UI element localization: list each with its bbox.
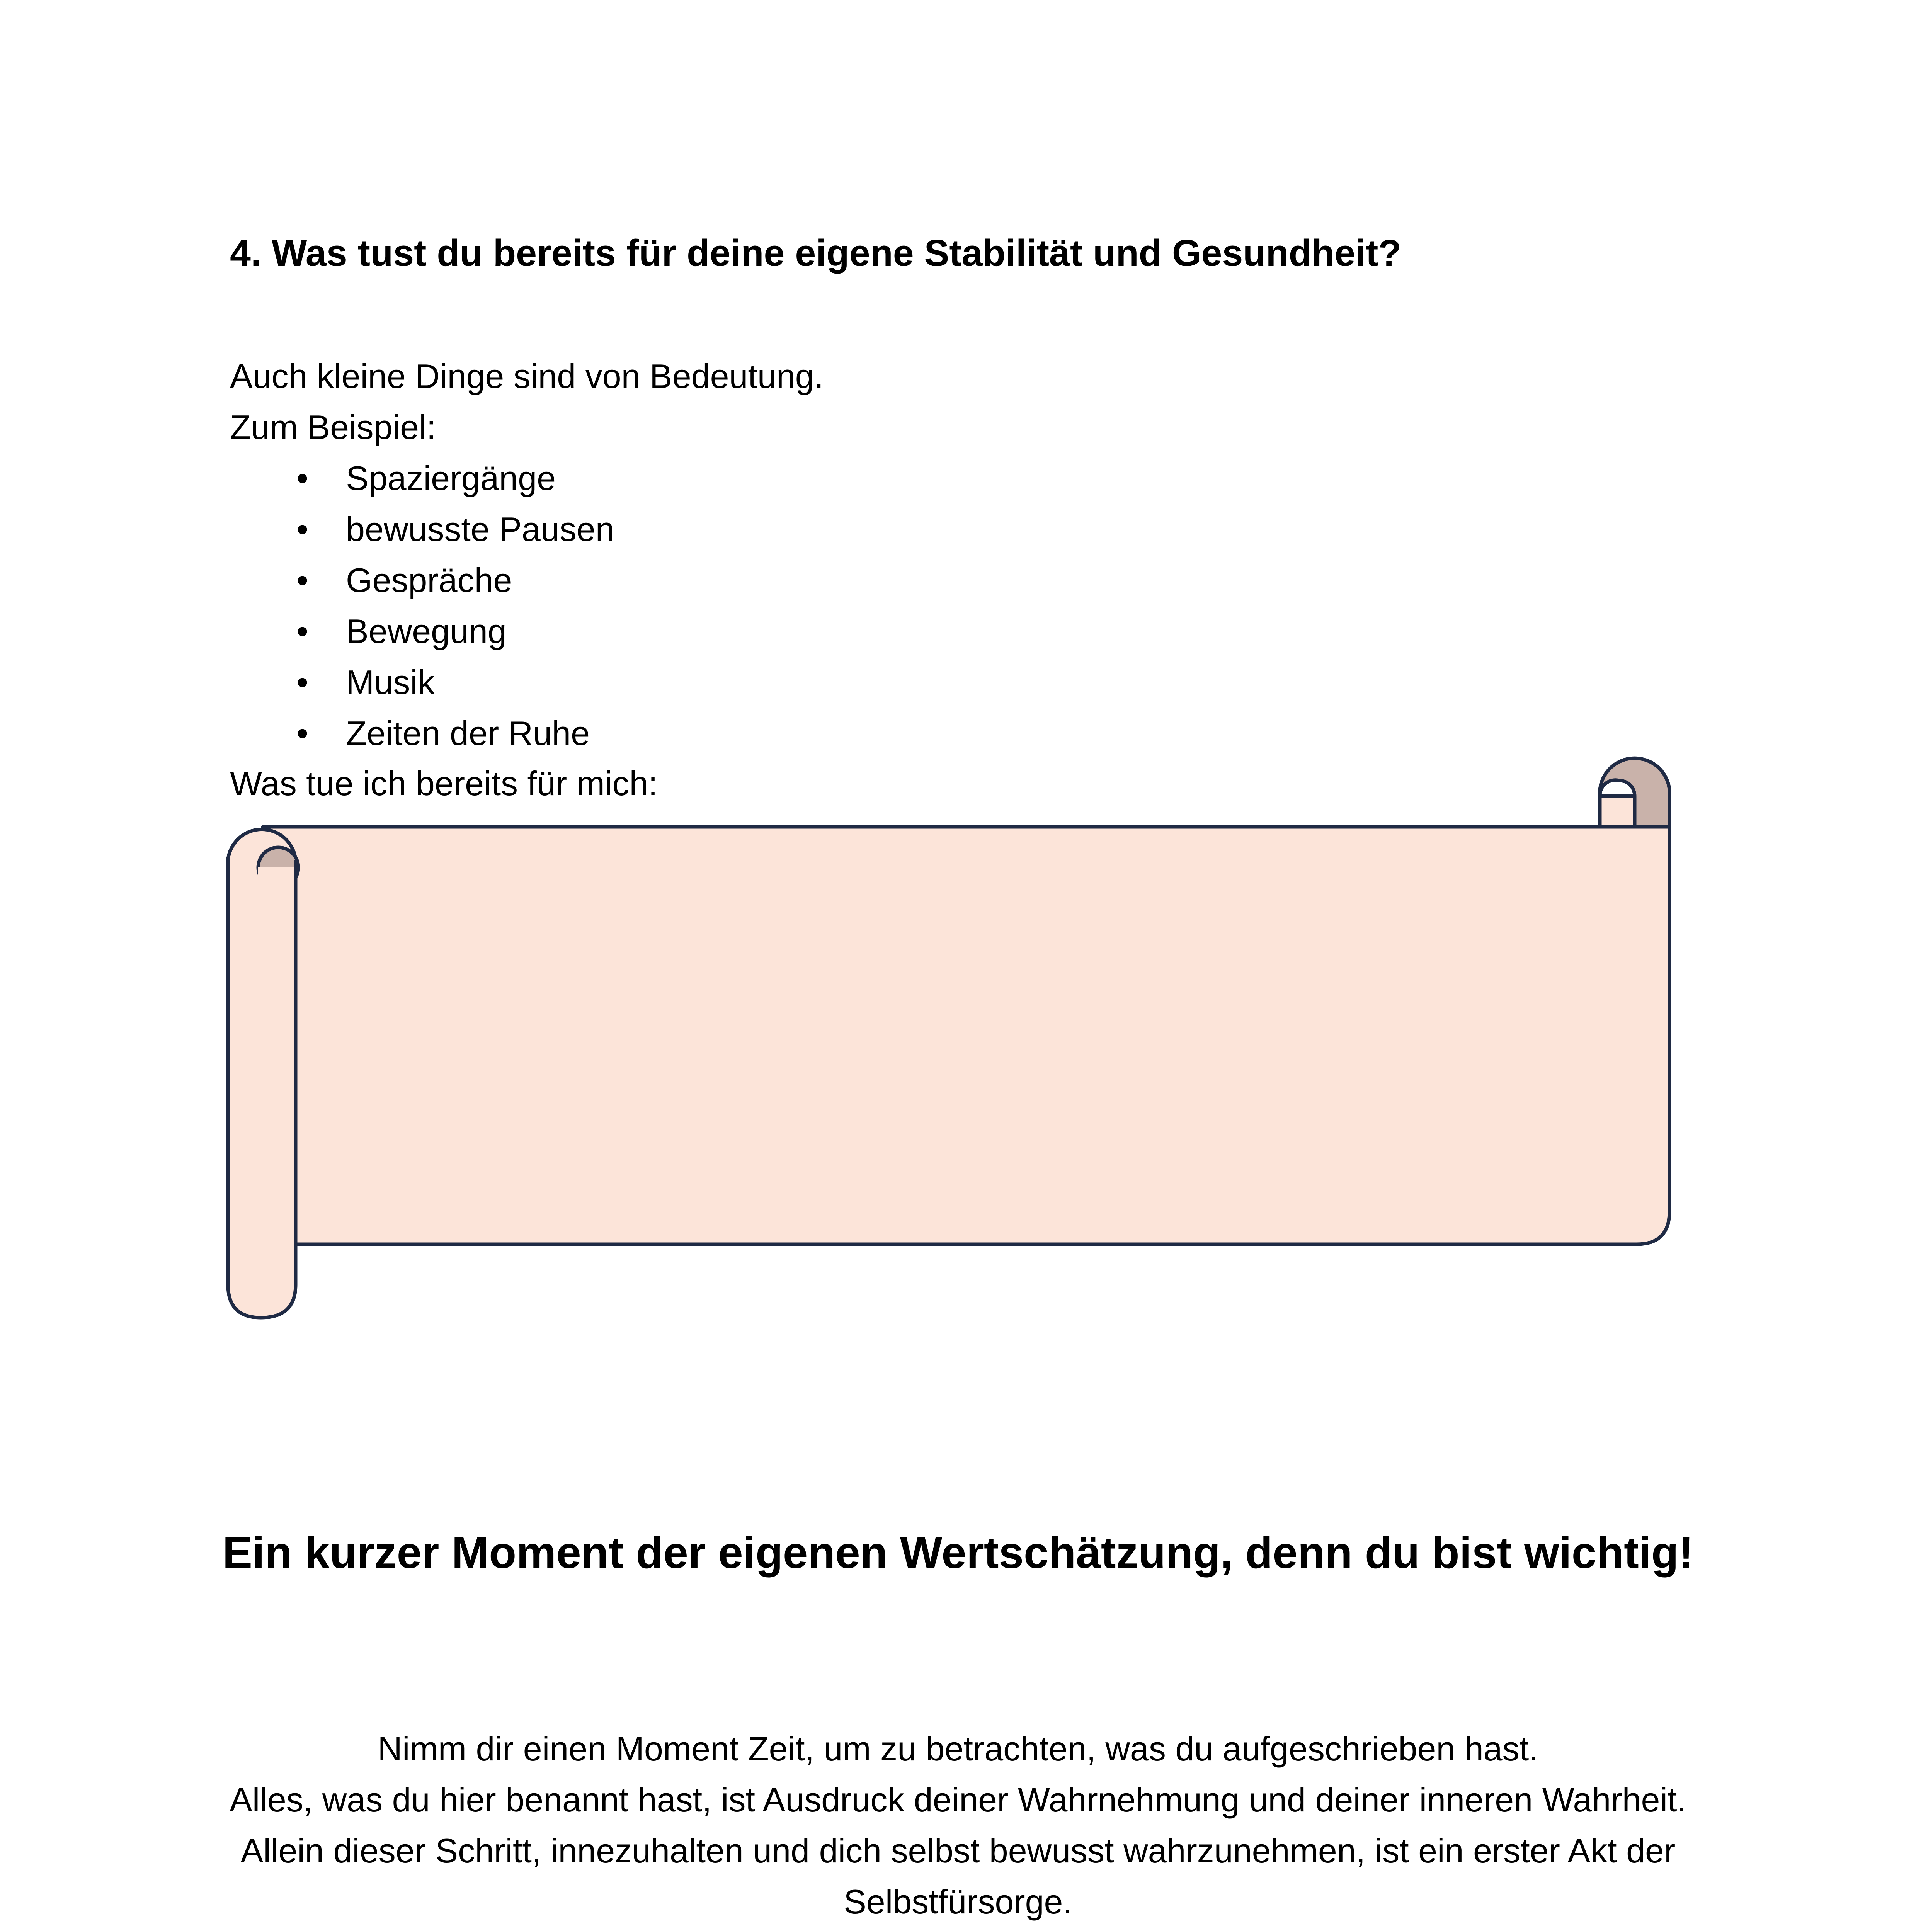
appreciation-title: Ein kurzer Moment der eigenen Wertschätzung, denn du bist wichtig! <box>222 1527 1694 1578</box>
list-item <box>230 453 1582 504</box>
scroll-left-curl-cover <box>258 867 296 893</box>
list-item <box>230 606 1582 657</box>
list-item-label: Bewegung <box>346 612 507 650</box>
scroll-writing-field[interactable] <box>224 755 1708 1327</box>
list-item <box>230 555 1582 606</box>
paragraph: Nimm dir einen Moment Zeit, um zu betrachten, was du aufgeschrieben hast. <box>378 1730 1538 1768</box>
list-item-label: Spaziergänge <box>346 459 556 497</box>
bullet-icon: • <box>296 459 308 497</box>
paragraph: Alles, was du hier benannt hast, ist Ausdruck deiner Wahrnehmung und deiner inneren Wahrheit. <box>230 1781 1686 1819</box>
list-item <box>230 504 1582 555</box>
section-heading: 4. Was tust du bereits für deine eigene Stabilität und Gesundheit? <box>230 232 1401 274</box>
intro-text <box>230 351 1776 453</box>
list-item-label: bewusste Pausen <box>346 510 614 548</box>
scroll-left-roll <box>228 858 296 1318</box>
list-item <box>230 657 1582 708</box>
bullet-icon: • <box>296 714 308 752</box>
intro-line: Auch kleine Dinge sind von Bedeutung. <box>230 357 824 395</box>
writing-prompt: Was tue ich bereits für mich: <box>230 764 658 803</box>
list-item-label: Gespräche <box>346 561 512 599</box>
scroll-banner <box>263 827 1669 1244</box>
examples-list <box>230 453 1582 759</box>
appreciation-text <box>185 1723 1731 1932</box>
list-item-label: Zeiten der Ruhe <box>346 714 590 752</box>
paragraph <box>185 1927 1731 1932</box>
list-item-label: Musik <box>346 663 435 701</box>
list-item <box>230 708 1582 759</box>
bullet-icon: • <box>296 510 308 548</box>
bullet-icon: • <box>296 663 308 701</box>
bullet-icon: • <box>296 612 308 650</box>
intro-line: Zum Beispiel: <box>230 408 436 446</box>
bullet-icon: • <box>296 561 308 599</box>
paragraph: Allein dieser Schritt, innezuhalten und dich selbst bewusst wahrzunehmen, ist ein erster Akt der Selbstfürsorge. <box>240 1832 1676 1921</box>
